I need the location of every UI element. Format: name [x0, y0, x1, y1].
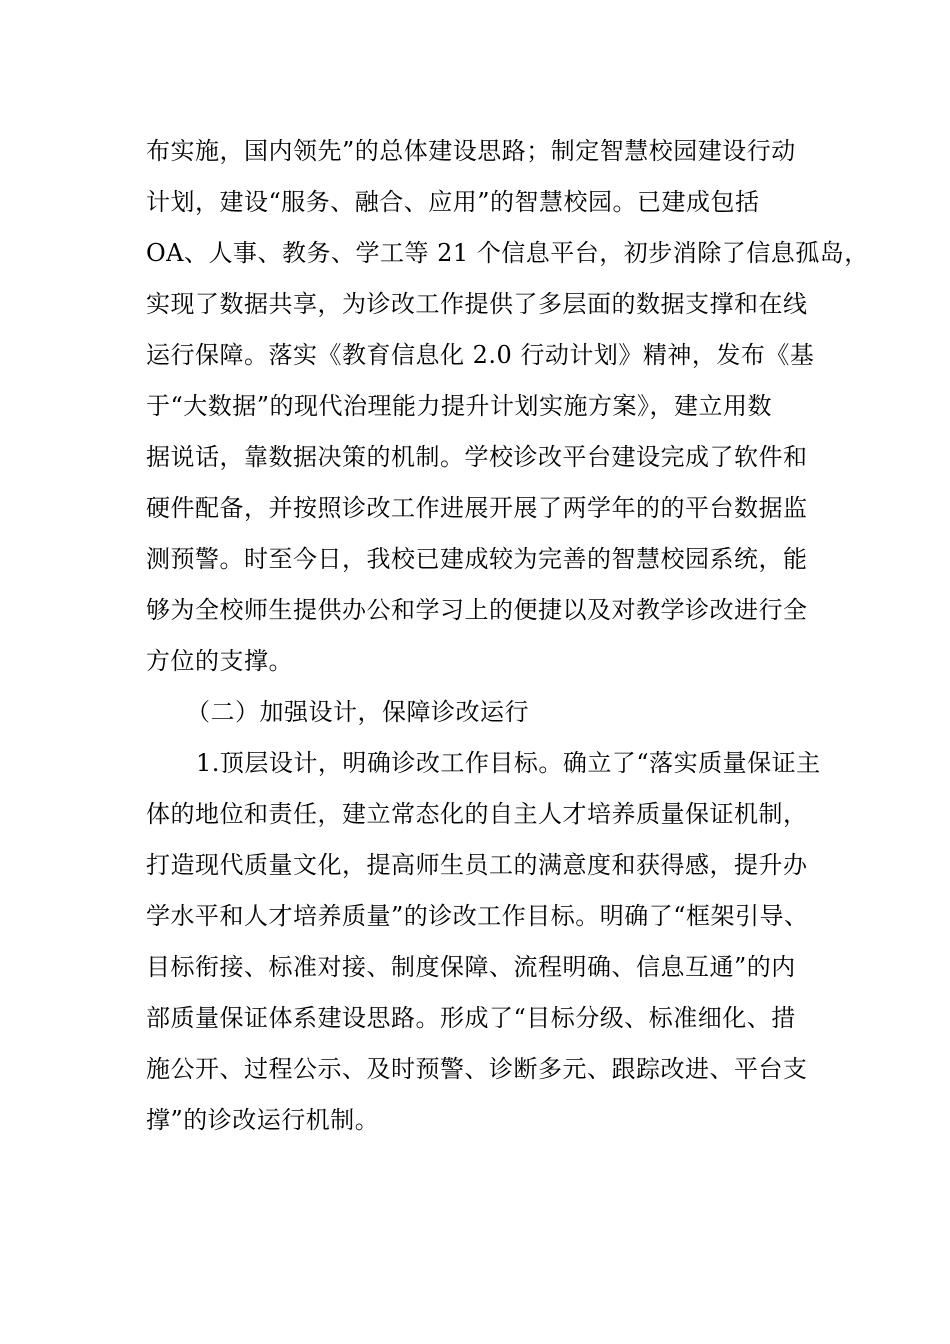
text-line-9: 测预警。时至今日，我校已建成较为完善的智慧校园系统，能: [146, 545, 808, 573]
text-line-14: 体的地位和责任，建立常态化的自主人才培养质量保证机制，: [146, 800, 808, 828]
text-line-16: 学水平和人才培养质量”的诊改工作目标。明确了“框架引导、: [146, 902, 809, 930]
text-line-5: 运行保障。落实《教育信息化 2.0 行动计划》精神，发布《基: [146, 341, 815, 369]
text-line-10: 够为全校师生提供办公和学习上的便捷以及对教学诊改进行全: [146, 596, 808, 624]
text-line-1: 布实施，国内领先”的总体建设思路；制定智慧校园建设行动: [146, 137, 796, 165]
text-line-7: 据说话，靠数据决策的机制。学校诊改平台建设完成了软件和: [146, 443, 808, 471]
text-line-15: 打造现代质量文化，提高师生员工的满意度和获得感，提升办: [146, 851, 808, 879]
text-line-13: 1.顶层设计，明确诊改工作目标。确立了“落实质量保证主: [196, 749, 821, 777]
text-line-4: 实现了数据共享，为诊改工作提供了多层面的数据支撑和在线: [146, 290, 808, 318]
text-line-2: 计划，建设“服务、融合、应用”的智慧校园。已建成包括: [146, 188, 760, 216]
text-line-19: 施公开、过程公示、及时预警、诊断多元、跟踪改进、平台支: [146, 1055, 808, 1083]
text-line-6: 于“大数据”的现代治理能力提升计划实施方案》，建立用数: [146, 392, 773, 420]
text-line-18: 部质量保证体系建设思路。形成了“目标分级、标准细化、措: [146, 1004, 796, 1032]
section-heading: （二）加强设计，保障诊改运行: [186, 698, 529, 726]
text-line-3: OA、人事、教务、学工等 21 个信息平台，初步消除了信息孤岛，: [146, 239, 869, 267]
text-line-20: 撑”的诊改运行机制。: [146, 1106, 380, 1134]
text-line-8: 硬件配备，并按照诊改工作进展开展了两学年的的平台数据监: [146, 494, 808, 522]
text-line-17: 目标衔接、标准对接、制度保障、流程明确、信息互通”的内: [146, 953, 796, 981]
text-line-11: 方位的支撑。: [146, 647, 293, 675]
